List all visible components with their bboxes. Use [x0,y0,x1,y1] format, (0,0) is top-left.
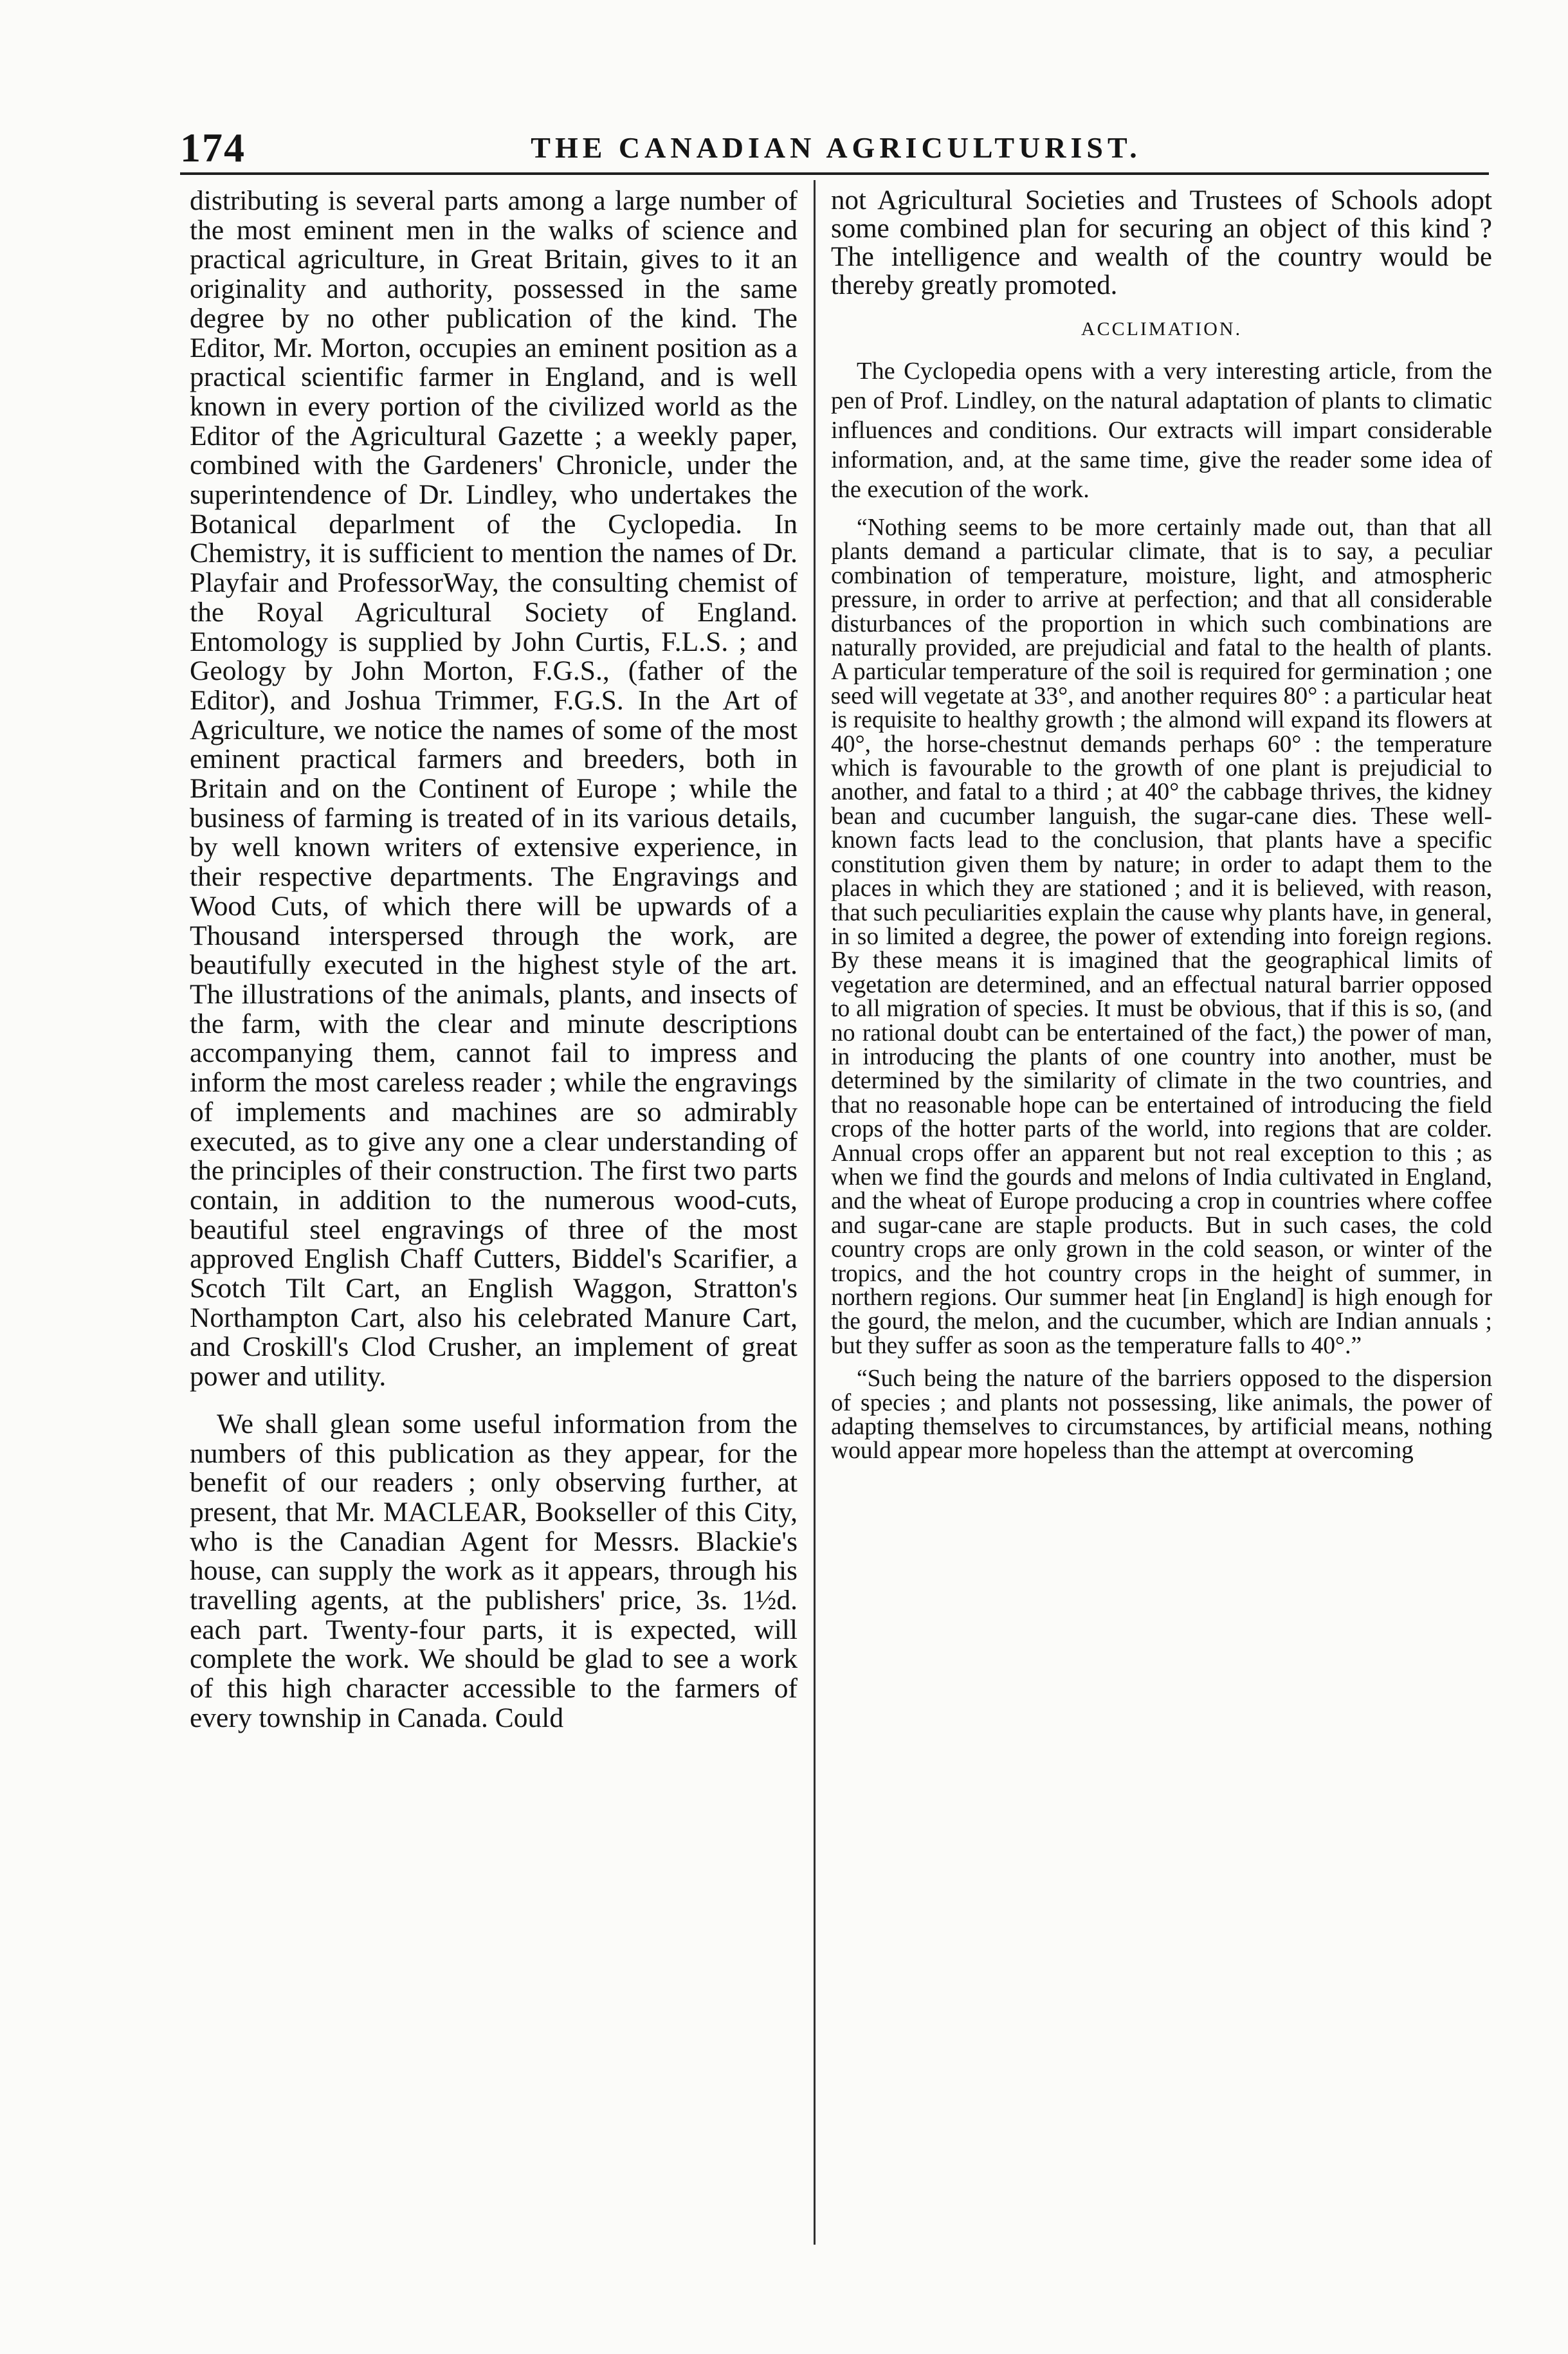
left-paragraph-2: We shall glean some useful information from the numbers of this publication as they appear, for the benefit of our readers ; only observing further, at present, that Mr. MACLEAR, Bookseller of this City, who is the Canadian Agent for Messrs. Blackie's house, can supply the work as it appears, through his travelling agents, at the publishers' price, 3s. 1½d. each part. Twenty-four parts, it is expected, will complete the work. We should be glad to see a work of this high character accessible to the farmers of every township in Canada. Could [190,1408,798,1733]
quote-paragraph-2: “Such being the nature of the barriers opposed to the dispersion of species ; and plants not possessing, like animals, the power of adapting themselves to circumstances, by artificial means, nothing would appear more hopeless than the attempt at overcoming [831,1365,1492,1464]
left-paragraph-1: distributing is several parts among a large number of the most eminent men in the walks of science and practical agriculture, in Great Britain, gives to it an originality and authority, possessed in the same degree by no other publication of the kind. The Editor, Mr. Morton, occupies an eminent position as a practical scientific farmer in England, and is well known in every portion of the civilized world as the Editor of the Agricultural Gazette ; a weekly paper, combined with the Gardeners' Chronicle, under the superintendence of Dr. Lindley, who undertakes the Botanical deparlment of the Cyclopedia. In Chemistry, it is sufficient to mention the names of Dr. Playfair and ProfessorWay, the consulting chemist of the Royal Agricultural Society of England. Entomology is supplied by John Curtis, F.L.S. ; and Geology by John Morton, F.G.S., (father of the Editor), and Joshua Trimmer, F.G.S. In the Art of Agriculture, we notice the names of some of the most eminent practical farmers and breeders, both in Britain and on the Continent of Europe ; while the business of farming is treated of in its various details, by well known writers of extensive experience, in their respective departments. The Engravings and Wood Cuts, of which there will be upwards of a Thousand interspersed through the work, are beautifully executed in the highest style of the art. The illustrations of the animals, plants, and insects of the farm, with the clear and minute descriptions accompanying them, cannot fail to impress and inform the most careless reader ; while the engravings of implements and machines are so admirably executed, as to give any one a clear understanding of the principles of their construction. The first two parts contain, in addition to the numerous wood-cuts, beautiful steel engravings of three of the most approved English Chaff Cutters, Biddel's Scarifier, a Scotch Tilt Cart, an English Waggon, Stratton's Northampton Cart, also his celebrated Manure Cart, and Croskill's Clod Crusher, an implement of great power and utility. [190,187,798,1392]
right-column [831,187,1492,2258]
left-column [190,187,798,2258]
page-header [180,122,1489,174]
section-heading: ACCLIMATION. [1080,318,1243,340]
quote-paragraph-1: “Nothing seems to be more certainly made out, than that all plants demand a particular climate, that is to say, a peculiar combination of temperature, moisture, light, and atmospheric pressure, in order to arrive at perfection; and that all considerable disturbances of the proportion in which such combinations are naturally provided, are prejudicial and fatal to the health of plants. A particular temperature of the soil is required for germination ; one seed will vegetate at 33°, and another requires 80° : a particular heat is requisite to healthy growth ; the almond will expand its flowers at 40°, the horse-chestnut demands perhaps 60° : the temperature which is favourable to the growth of one plant is prejudicial to another, and fatal to a third ; at 40° the cabbage thrives, the kidney bean and cucumber languish, the sugar-cane dies. These well-known facts lead to the conclusion, that plants have a specific constitution given them by nature; in order to adapt them to the places in which they are stationed ; and it is believed, with reason, that such peculiarities explain the cause why plants have, in general, in so limited a degree, the power of extending into foreign regions. By these means it is imagined that the geographical limits of vegetation are determined, and an effectual natural barrier opposed to all migration of species. It must be obvious, that if this is so, (and no rational doubt can be entertained of the fact,) the power of man, in introducing the plants of one country into another, must be determined by the similarity of climate in the two countries, and that no reasonable hope can be entertained of introducing the field crops of the hotter parts of the world, into regions that are colder. Annual crops offer an apparent but not real exception to this ; as when we find the gourds and melons of India cultivated in England, and the wheat of Europe producing a crop in countries where coffee and sugar-cane are staple products. But in such cases, the cold country crops are only grown in the cold season, or winter of the tropics, and the hot country crops in the height of summer, in northern regions. Our summer heat [in England] is high enough for the gourd, the melon, and the cucumber, which are Indian annuals ; but they suffer as soon as the temperature falls to 40°.” [831,515,1492,1359]
page-number: 174 [180,125,246,170]
running-title: THE CANADIAN AGRICULTURIST. [531,131,1142,164]
right-paragraph-1: not Agricultural Societies and Trustees of Schools adopt some combined plan for securing an object of this kind ? The intelligence and wealth of the country would be thereby greatly promoted. [831,187,1492,300]
header-rule [180,172,1489,175]
column-divider [814,180,816,2245]
right-paragraph-2: The Cyclopedia opens with a very interesting article, from the pen of Prof. Lindley, on the natural adaptation of plants to climatic influences and conditions. Our extracts will impart considerable information, and, at the same time, give the reader some idea of the execution of the work. [831,358,1492,503]
